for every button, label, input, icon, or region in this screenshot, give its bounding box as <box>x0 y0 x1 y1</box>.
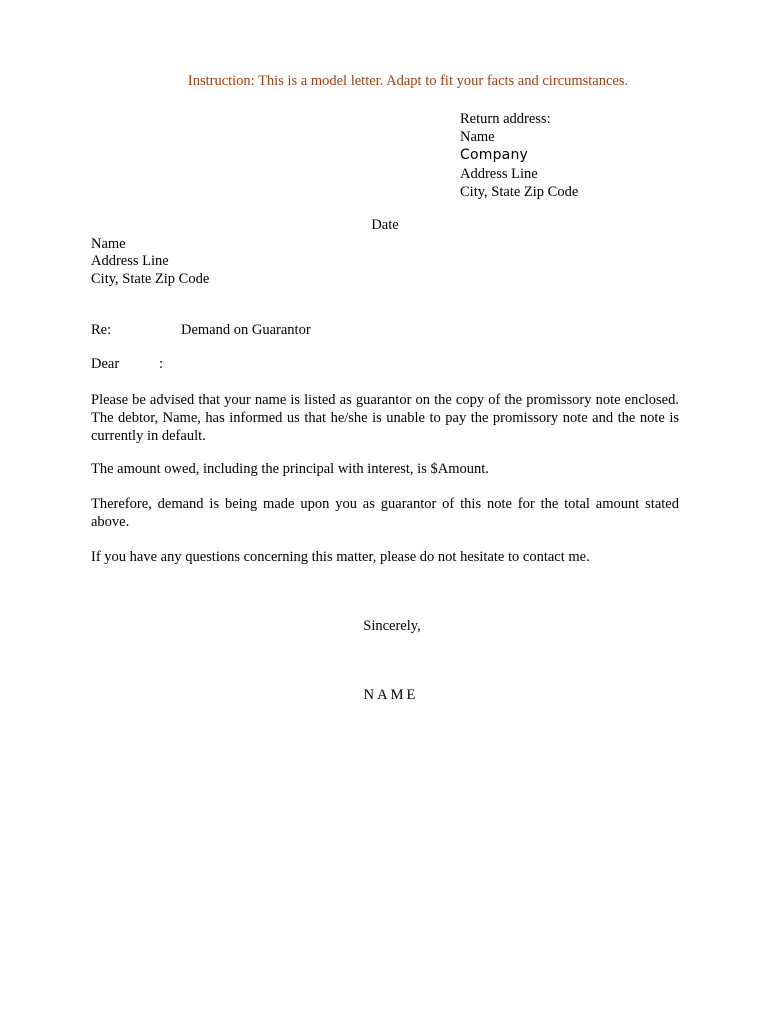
re-label: Re: <box>91 322 112 338</box>
recipient-city-state-zip: City, State Zip Code <box>91 271 210 287</box>
closing: Sincerely, <box>363 618 421 634</box>
recipient-name: Name <box>91 236 126 252</box>
body-paragraph-2: The amount owed, including the principal with interest, is $Amount. <box>91 461 489 477</box>
re-subject: Demand on Guarantor <box>181 322 311 338</box>
return-address-company: Company <box>460 147 529 163</box>
instruction-note: Instruction: This is a model letter. Adapt to fit your facts and circumstances. <box>187 73 629 89</box>
body-paragraph-4: If you have any questions concerning this matter, please do not hesitate to contact me. <box>91 549 590 565</box>
return-address-label: Return address: <box>460 111 551 127</box>
body-paragraph-1: Please be advised that your name is listed as guarantor on the copy of the promissory note enclosed. The debtor, Name, has informed us that he/she is unable to pay the promissory note and the note is currently in default. <box>91 392 679 444</box>
salutation-colon: : <box>159 356 164 372</box>
return-address-name: Name <box>460 129 495 145</box>
return-address-city-state-zip: City, State Zip Code <box>460 184 579 200</box>
body-paragraph-3: Therefore, demand is being made upon you as guarantor of this note for the total amount stated above. <box>91 496 679 530</box>
signature-name: NAME <box>363 687 419 703</box>
salutation-dear: Dear <box>91 356 120 372</box>
recipient-address-line: Address Line <box>91 253 169 269</box>
letter-date: Date <box>371 217 399 233</box>
return-address-line: Address Line <box>460 166 538 182</box>
